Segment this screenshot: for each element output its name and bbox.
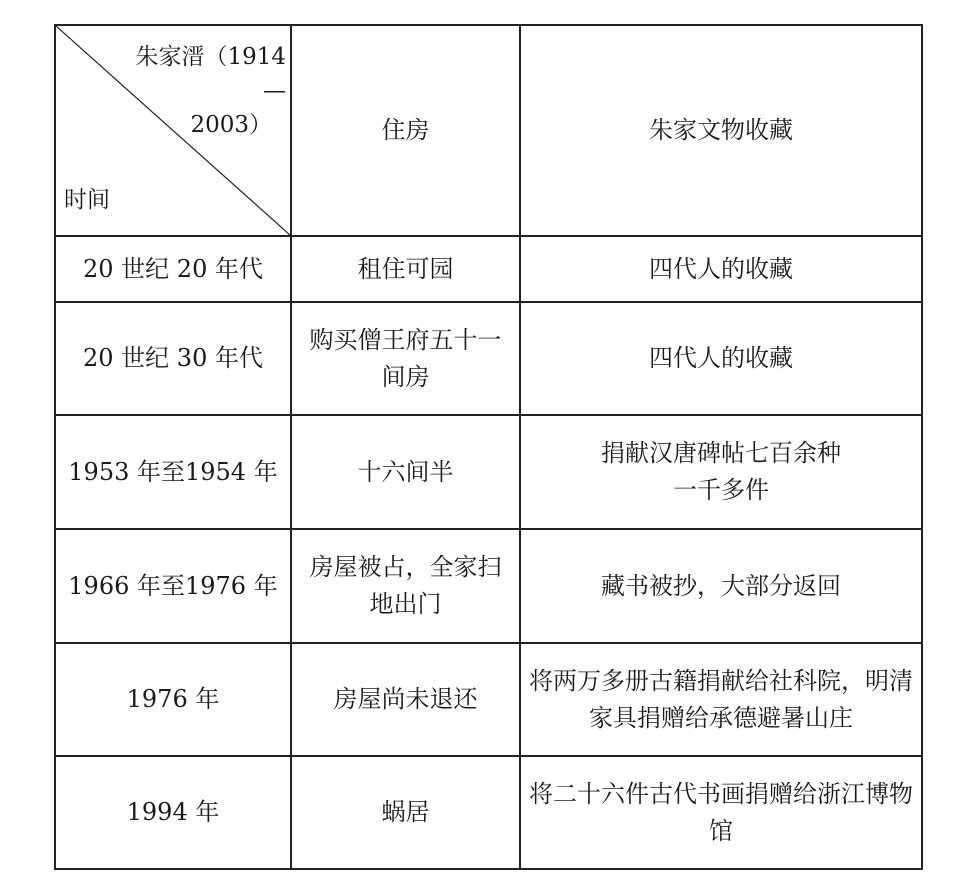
collection-cell: 捐献汉唐碑帖七百余种 一千多件	[520, 415, 922, 529]
time-cell: 1966 年至1976 年	[55, 529, 291, 643]
collection-cell: 将两万多册古籍捐献给社科院，明清家具捐赠给承德避暑山庄	[520, 643, 922, 756]
table-row	[55, 756, 922, 869]
time-cell: 20 世纪 20 年代	[55, 236, 291, 302]
housing-cell: 租住可园	[291, 236, 520, 302]
history-table	[54, 24, 923, 870]
collection-header: 朱家文物收藏	[520, 25, 922, 236]
person-year-line: 2003）	[190, 112, 272, 138]
collection-cell: 四代人的收藏	[520, 302, 922, 415]
collection-cell: 将二十六件古代书画捐赠给浙江博物馆	[520, 756, 922, 869]
collection-cell: 四代人的收藏	[520, 236, 922, 302]
housing-cell: 蜗居	[291, 756, 520, 869]
table-row	[55, 643, 922, 756]
housing-cell: 房屋被占，全家扫地出门	[291, 529, 520, 643]
housing-cell: 十六间半	[291, 415, 520, 529]
table-row	[55, 415, 922, 529]
time-cell: 1953 年至1954 年	[55, 415, 291, 529]
time-cell: 1994 年	[55, 756, 291, 869]
diagonal-header-cell	[55, 25, 291, 236]
person-label	[126, 40, 286, 142]
collection-cell: 藏书被抄，大部分返回	[520, 529, 922, 643]
person-dash-line: —	[263, 78, 286, 104]
person-name-line: 朱家溍（1914	[135, 44, 286, 70]
housing-cell: 购买僧王府五十一间房	[291, 302, 520, 415]
housing-header: 住房	[291, 25, 520, 236]
time-header-label: 时间	[64, 187, 110, 213]
table-row	[55, 302, 922, 415]
time-cell: 20 世纪 30 年代	[55, 302, 291, 415]
table-row	[55, 236, 922, 302]
housing-cell: 房屋尚未退还	[291, 643, 520, 756]
header-row	[55, 25, 922, 236]
table-row	[55, 529, 922, 643]
time-cell: 1976 年	[55, 643, 291, 756]
